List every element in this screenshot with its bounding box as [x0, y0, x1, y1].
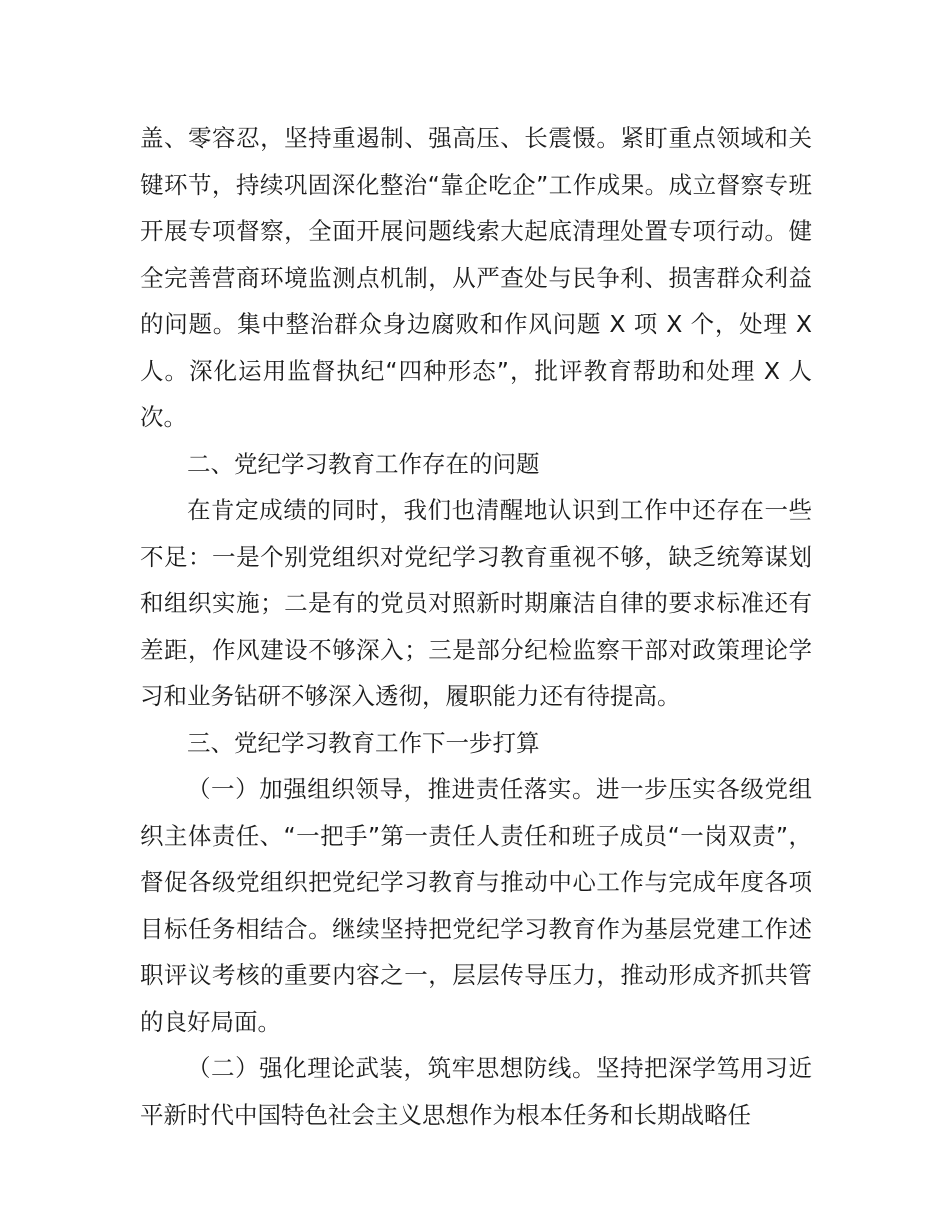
next-step-paragraph-1: （一）加强组织领导，推进责任落实。进一步压实各级党组织主体责任、“一把手”第一责任人责任和班子成员“一岗双责”，督促各级党组织把党纪学习教育与推动中心工作与完成年度各项目标任务相结合。继续坚持把党纪学习教育作为基层党建工作述职评议考核的重要内容之一，层层传导压力，推动形成齐抓共管的良好局面。 [140, 775, 812, 1036]
section-heading-next-steps: 三、党纪学习教育工作下一步打算 [187, 728, 540, 757]
next-step-paragraph-2: （二）强化理论武装，筑牢思想防线。坚持把深学笃用习近平新时代中国特色社会主义思想作为根本任务和长期战略任 [140, 1054, 812, 1129]
continued-paragraph: 盖、零容忍，坚持重遏制、强高压、长震慑。紧盯重点领域和关键环节，持续巩固深化整治“靠企吃企”工作成果。成立督察专班开展专项督察，全面开展问题线索大起底清理处置专项行动。健全完善营商环境监测点机制，从严查处与民争利、损害群众利益的问题。集中整治群众身边腐败和作风问题 X 项 X 个，处理 X 人。深化运用监督执纪“四种形态”，批评教育帮助和处理 X 人次。 [140, 124, 812, 431]
section-heading-problems: 二、党纪学习教育工作存在的问题 [187, 449, 540, 478]
document-page [140, 115, 812, 1138]
problems-paragraph: 在肯定成绩的同时，我们也清醒地认识到工作中还存在一些不足：一是个别党组织对党纪学习教育重视不够，缺乏统筹谋划和组织实施；二是有的党员对照新时期廉洁自律的要求标准还有差距，作风建设不够深入；三是部分纪检监察干部对政策理论学习和业务钻研不够深入透彻，履职能力还有待提高。 [140, 496, 812, 710]
